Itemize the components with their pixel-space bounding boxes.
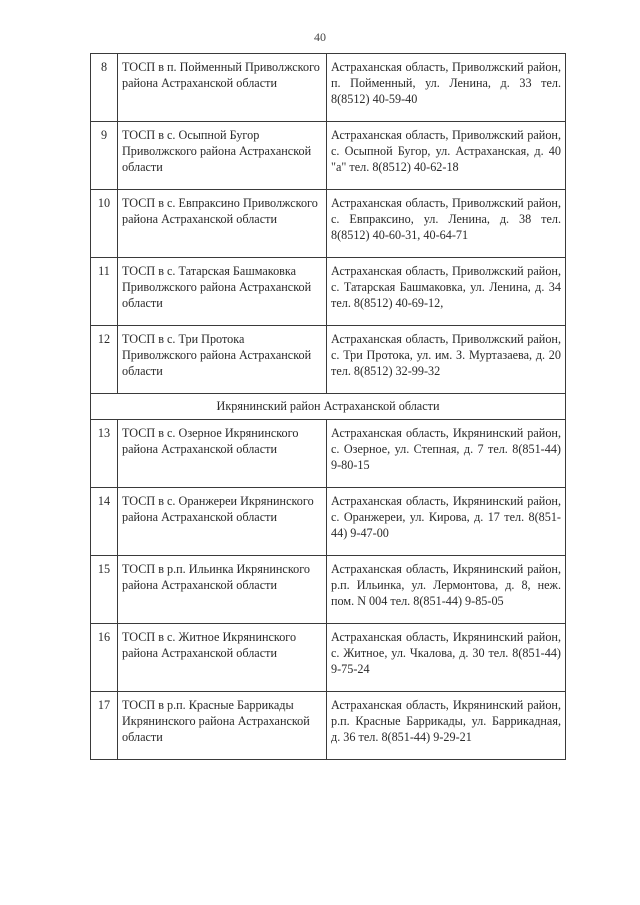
office-name: ТОСП в с. Оранжереи Икрянинского района Астраханской области bbox=[118, 488, 327, 556]
table-row bbox=[91, 326, 566, 394]
table-section-row bbox=[91, 394, 566, 420]
office-name: ТОСП в с. Житное Икрянинского района Астраханской области bbox=[118, 624, 327, 692]
table-row bbox=[91, 624, 566, 692]
row-number: 13 bbox=[91, 420, 118, 488]
office-name: ТОСП в с. Татарская Башмаковка Приволжского района Астраханской области bbox=[118, 258, 327, 326]
row-number: 12 bbox=[91, 326, 118, 394]
office-address: Астраханская область, Икрянинский район, р.п. Красные Баррикады, ул. Баррикадная, д. 36 тел. 8(851-44) 9-29-21 bbox=[327, 692, 566, 760]
office-name: ТОСП в с. Евпраксино Приволжского района Астраханской области bbox=[118, 190, 327, 258]
office-name: ТОСП в с. Три Протока Приволжского района Астраханской области bbox=[118, 326, 327, 394]
offices-table bbox=[90, 53, 566, 760]
offices-table-body bbox=[91, 54, 566, 760]
row-number: 10 bbox=[91, 190, 118, 258]
office-name: ТОСП в с. Осыпной Бугор Приволжского района Астраханской области bbox=[118, 122, 327, 190]
office-address: Астраханская область, Приволжский район, с. Татарская Башмаковка, ул. Ленина, д. 34 тел. 8(8512) 40-69-12, bbox=[327, 258, 566, 326]
office-address: Астраханская область, Икрянинский район, с. Житное, ул. Чкалова, д. 30 тел. 8(851-44) 9-75-24 bbox=[327, 624, 566, 692]
table-row bbox=[91, 420, 566, 488]
table-row bbox=[91, 692, 566, 760]
row-number: 11 bbox=[91, 258, 118, 326]
office-name: ТОСП в с. Озерное Икрянинского района Астраханской области bbox=[118, 420, 327, 488]
row-number: 17 bbox=[91, 692, 118, 760]
office-address: Астраханская область, Икрянинский район, с. Озерное, ул. Степная, д. 7 тел. 8(851-44) 9-80-15 bbox=[327, 420, 566, 488]
row-number: 14 bbox=[91, 488, 118, 556]
office-address: Астраханская область, Икрянинский район, с. Оранжереи, ул. Кирова, д. 17 тел. 8(851-44) 9-47-00 bbox=[327, 488, 566, 556]
row-number: 8 bbox=[91, 54, 118, 122]
office-address: Астраханская область, Икрянинский район, р.п. Ильинка, ул. Лермонтова, д. 8, неж. пом. N 004 тел. 8(851-44) 9-85-05 bbox=[327, 556, 566, 624]
page-number: 40 bbox=[314, 30, 326, 44]
office-address: Астраханская область, Приволжский район, п. Пойменный, ул. Ленина, д. 33 тел. 8(8512) 40-59-40 bbox=[327, 54, 566, 122]
office-address: Астраханская область, Приволжский район, с. Осыпной Бугор, ул. Астраханская, д. 40 "а" тел. 8(8512) 40-62-18 bbox=[327, 122, 566, 190]
section-title: Икрянинский район Астраханской области bbox=[91, 394, 566, 420]
table-row bbox=[91, 54, 566, 122]
table-row bbox=[91, 258, 566, 326]
table-row bbox=[91, 122, 566, 190]
row-number: 16 bbox=[91, 624, 118, 692]
row-number: 9 bbox=[91, 122, 118, 190]
office-name: ТОСП в р.п. Ильинка Икрянинского района Астраханской области bbox=[118, 556, 327, 624]
row-number: 15 bbox=[91, 556, 118, 624]
office-name: ТОСП в р.п. Красные Баррикады Икрянинского района Астраханской области bbox=[118, 692, 327, 760]
office-name: ТОСП в п. Пойменный Приволжского района Астраханской области bbox=[118, 54, 327, 122]
table-row bbox=[91, 488, 566, 556]
office-address: Астраханская область, Приволжский район, с. Три Протока, ул. им. З. Муртазаева, д. 20 тел. 8(8512) 32-99-32 bbox=[327, 326, 566, 394]
table-row bbox=[91, 556, 566, 624]
office-address: Астраханская область, Приволжский район, с. Евпраксино, ул. Ленина, д. 38 тел. 8(8512) 40-60-31, 40-64-71 bbox=[327, 190, 566, 258]
table-row bbox=[91, 190, 566, 258]
